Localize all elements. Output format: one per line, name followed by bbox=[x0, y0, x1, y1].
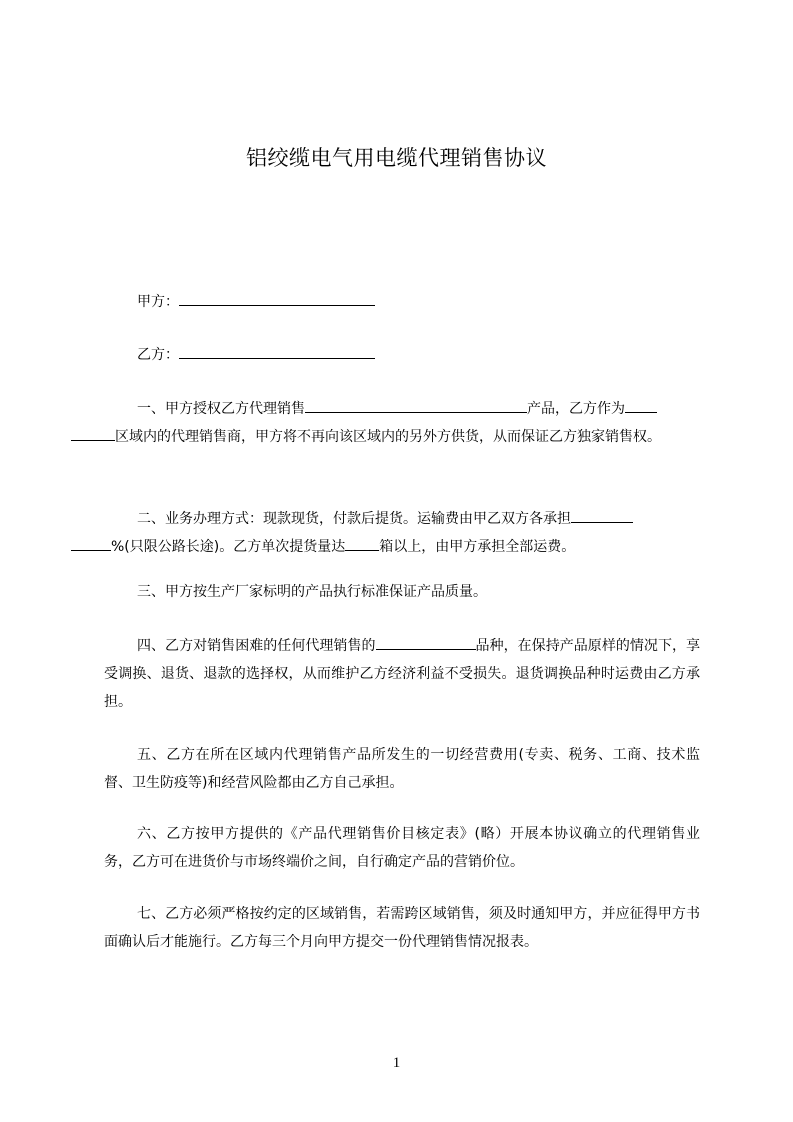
party-a-line bbox=[137, 291, 375, 312]
party-b-label: 乙方： bbox=[137, 347, 179, 363]
clause-2-blank-freight-a bbox=[571, 508, 633, 523]
party-a-blank bbox=[179, 291, 375, 306]
clause-6-text: 六、乙方按甲方提供的《产品代理销售价目核定表》(略）开展本协议确立的代理销售业务，乙方可在进货价与市场终端价之间，自行确定产品的营销价位。 bbox=[104, 826, 700, 870]
clause-3 bbox=[104, 578, 700, 606]
clause-1-blank-region-b bbox=[71, 426, 115, 441]
clause-4 bbox=[104, 632, 700, 716]
clause-5 bbox=[104, 741, 700, 797]
clause-4-text-2: 品种，在保持产品原样的情况下，享受调换、退货、退款的选择权，从而维护乙方经济利益不受损失。退货调换品种时运费由乙方承担。 bbox=[104, 638, 700, 710]
clause-2-text-1: 二、业务办理方式：现款现货，付款后提货。运输费由甲乙双方各承担 bbox=[137, 511, 571, 527]
clause-4-text-1: 四、乙方对销售困难的任何代理销售的 bbox=[137, 638, 376, 654]
clause-1-blank-region-a bbox=[625, 398, 657, 413]
clause-2-text-2: %(只限公路长途)。乙方单次提货量达 bbox=[111, 539, 346, 555]
clause-2 bbox=[104, 505, 700, 561]
clause-4-blank-variety bbox=[376, 635, 476, 650]
party-b-blank bbox=[179, 344, 375, 359]
clause-1-text-2: 产品，乙方作为 bbox=[527, 401, 625, 417]
clause-2-text-3: 箱以上，由甲方承担全部运费。 bbox=[379, 539, 576, 555]
clause-1-blank-product bbox=[305, 398, 527, 413]
clause-7 bbox=[104, 900, 700, 956]
clause-1-text-1: 一、甲方授权乙方代理销售 bbox=[137, 401, 305, 417]
clause-1 bbox=[104, 395, 700, 451]
clause-5-text: 五、乙方在所在区域内代理销售产品所发生的一切经营费用(专卖、税务、工商、技术监督、卫生防疫等)和经营风险都由乙方自己承担。 bbox=[104, 747, 700, 791]
clause-2-blank-freight-b bbox=[71, 536, 111, 551]
party-b-line bbox=[137, 344, 375, 365]
clause-3-text: 三、甲方按生产厂家标明的产品执行标准保证产品质量。 bbox=[137, 584, 487, 600]
clause-1-text-3: 区域内的代理销售商，甲方将不再向该区域内的另外方供货，从而保证乙方独家销售权。 bbox=[115, 429, 661, 445]
party-a-label: 甲方： bbox=[137, 294, 179, 310]
clause-2-blank-quantity bbox=[345, 536, 379, 551]
clause-6 bbox=[104, 820, 700, 876]
document-title: 铝绞缆电气用电缆代理销售协议 bbox=[246, 146, 547, 170]
page-number: 1 bbox=[392, 1055, 401, 1071]
clause-7-text: 七、乙方必须严格按约定的区域销售，若需跨区域销售，须及时通知甲方，并应征得甲方书面确认后才能施行。乙方每三个月向甲方提交一份代理销售情况报表。 bbox=[104, 906, 700, 950]
